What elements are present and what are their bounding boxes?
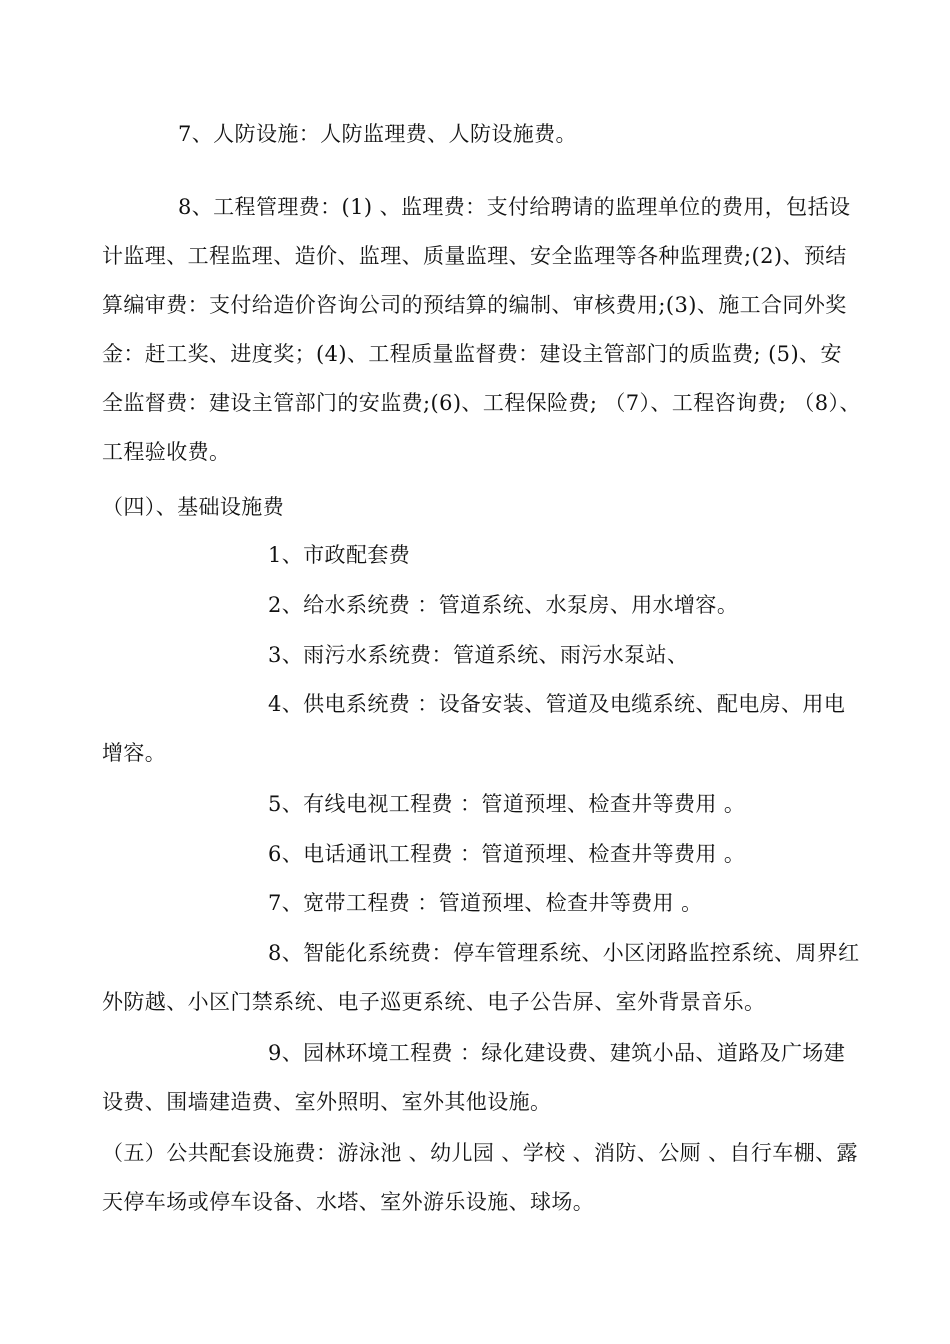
para-project-management-fee: 8、工程管理费：(1) 、监理费：支付给聘请的监理单位的费用，包括设计监理、工程监理、造价、监理、质量监理、安全监理等各种监理费;(2)、预结算编审费：支付给造价咨询公司的预结算的编制、审核费用;(3)、施工合同外奖金：赶工奖、进度奖；(4)、工程质量监督费：建设主管部门的质监费; (5)、安全监督费：建设主管部门的安监费;(6)、工程保险费; （7）、工程咨询费; （8）、工程验收费。 — [102, 195, 861, 464]
item-landscape: 9、园林环境工程费 ：绿化建设费、建筑小品、道路及广场建设费、围墙建造费、室外照明、室外其他设施。 — [102, 1041, 846, 1114]
item-telephone: 6、电话通讯工程费 ：管道预埋、检查井等费用 。 — [268, 842, 746, 866]
section-heading-infrastructure: （四）、基础设施费 — [102, 495, 285, 519]
item-water-supply: 2、给水系统费 ：管道系统、水泵房、用水增容。 — [268, 593, 739, 617]
para-civil-defense: 7、人防设施：人防监理费、人防设施费。 — [178, 122, 577, 146]
item-municipal-fee: 1、市政配套费 — [268, 543, 411, 567]
item-cable-tv: 5、有线电视工程费 ：管道预埋、检查井等费用 。 — [268, 792, 746, 816]
section-public-facilities: （五）公共配套设施费：游泳池 、幼儿园 、学校 、消防、公厕 、自行车棚、露天停车场或停车设备、水塔、室外游乐设施、球场。 — [102, 1141, 858, 1214]
item-sewage: 3、雨污水系统费：管道系统、雨污水泵站、 — [268, 643, 689, 667]
item-intelligent-system: 8、智能化系统费：停车管理系统、小区闭路监控系统、周界红外防越、小区门禁系统、电子巡更系统、电子公告屏、室外背景音乐。 — [102, 941, 860, 1014]
item-power-supply: 4、供电系统费 ：设备安装、管道及电缆系统、配电房、用电增容。 — [102, 692, 846, 765]
item-broadband: 7、宽带工程费 ：管道预埋、检查井等费用 。 — [268, 891, 703, 915]
